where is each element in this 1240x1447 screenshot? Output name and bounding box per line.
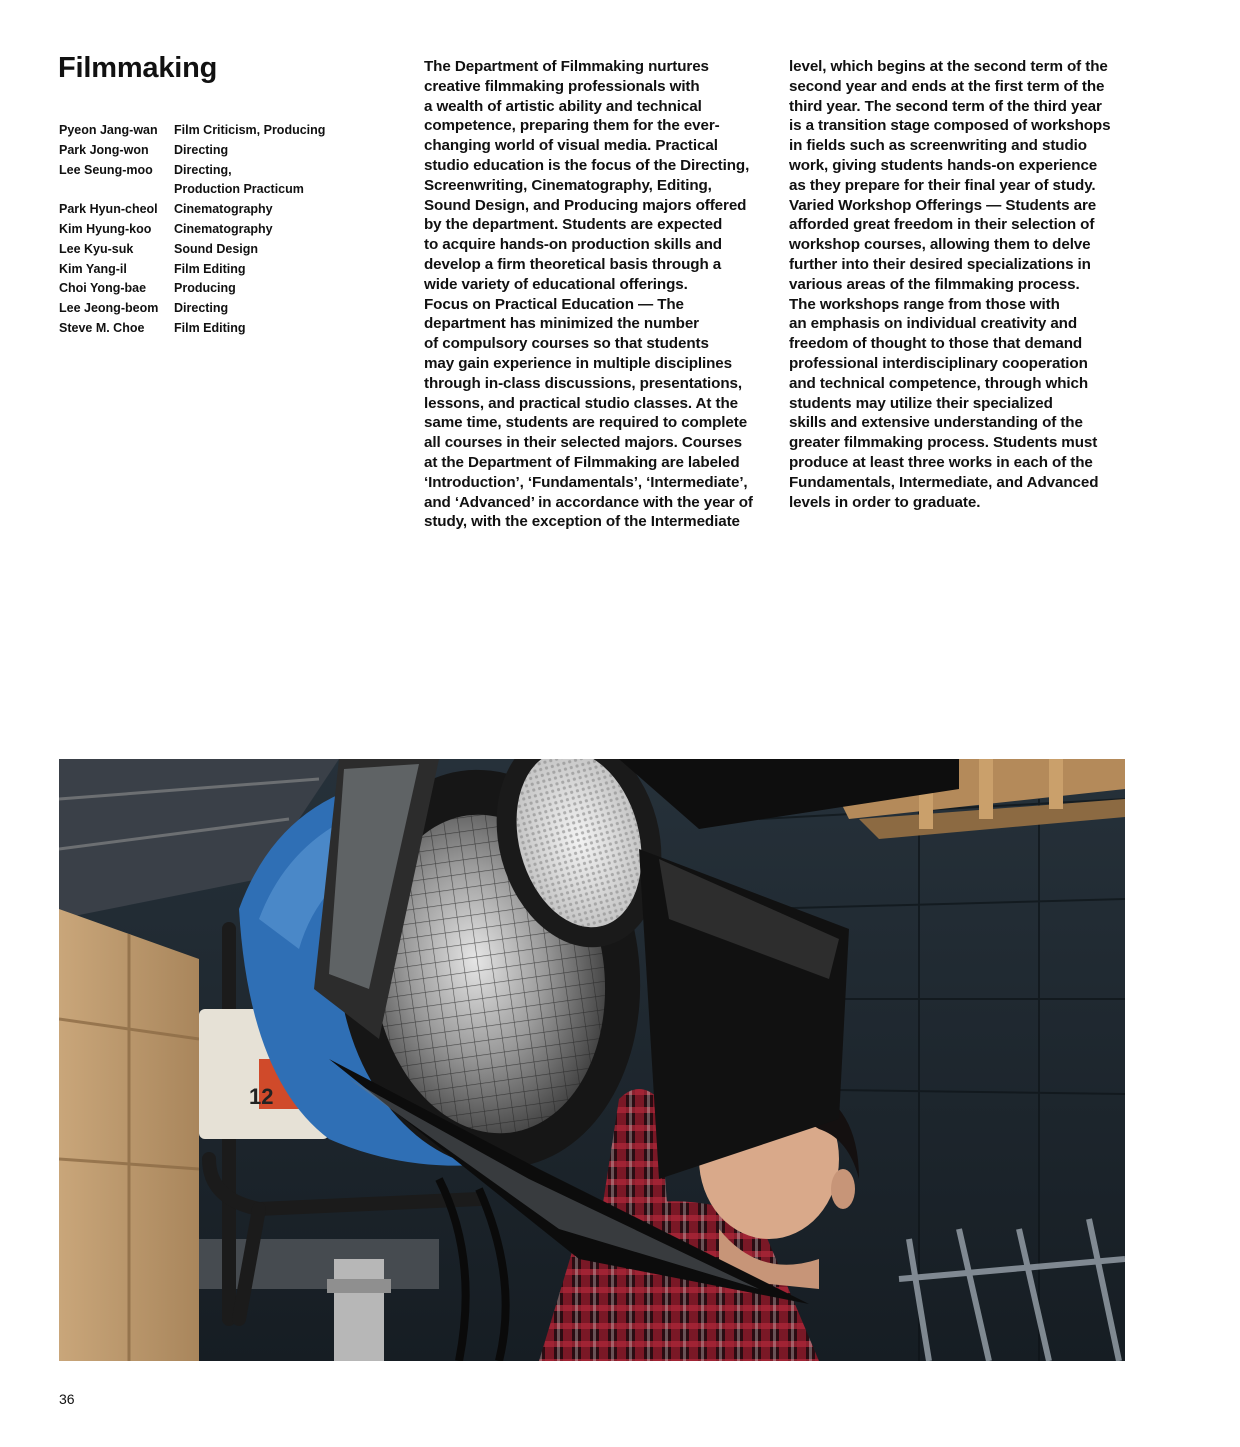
body-text-line: is a transition stage composed of workshops xyxy=(789,117,1111,135)
body-text-line: wide variety of educational offerings. xyxy=(424,275,688,293)
body-text-line: afforded great freedom in their selection of xyxy=(789,216,1095,234)
body-text-line: department has minimized the number xyxy=(424,315,699,333)
faculty-name xyxy=(59,180,174,200)
body-text-line: of compulsory courses so that students xyxy=(424,335,709,353)
body-text-line: studio education is the focus of the Directing, xyxy=(424,156,750,174)
faculty-field: Sound Design xyxy=(174,241,259,256)
body-text-line: creative filmmaking professionals with xyxy=(424,77,700,95)
body-text-line: various areas of the filmmaking process. xyxy=(789,275,1080,293)
faculty-row xyxy=(59,121,325,141)
body-text-line: freedom of thought to those that demand xyxy=(789,335,1083,353)
body-text-line: Sound Design, and Producing majors offered xyxy=(424,196,747,214)
faculty-field: Directing xyxy=(174,301,229,316)
faculty-row xyxy=(59,200,325,220)
faculty-row xyxy=(59,161,325,181)
faculty-field: Production Practicum xyxy=(174,182,304,197)
body-text-line: levels in order to graduate. xyxy=(789,493,981,511)
faculty-row xyxy=(59,180,325,200)
faculty-list xyxy=(59,121,325,339)
body-text-line: all courses in their selected majors. Courses xyxy=(424,434,742,452)
faculty-name: Lee Seung-moo xyxy=(59,162,153,177)
faculty-name: Park Jong-won xyxy=(59,142,149,157)
body-text-line: Screenwriting, Cinematography, Editing, xyxy=(424,176,712,194)
body-text-line: ‘Introduction’, ‘Fundamentals’, ‘Intermediate’, xyxy=(424,473,748,491)
body-text-line: The Department of Filmmaking nurtures xyxy=(424,58,709,75)
faculty-row xyxy=(59,141,325,161)
body-text-line: produce at least three works in each of the xyxy=(789,453,1093,471)
faculty-row xyxy=(59,240,325,260)
faculty-row xyxy=(59,299,325,319)
body-text-line: work, giving students hands-on experience xyxy=(789,156,1098,174)
lamp-label: 12 xyxy=(249,1084,274,1109)
body-text-line: third year. The second term of the third year xyxy=(789,97,1102,115)
faculty-name: Steve M. Choe xyxy=(59,320,145,335)
studio-photo-illustration xyxy=(59,759,1125,1361)
body-text-line: through in-class discussions, presentations, xyxy=(424,374,742,392)
body-text-line: students may utilize their specialized xyxy=(789,394,1053,412)
body-text-line: The workshops range from those with xyxy=(789,295,1060,313)
faculty-row xyxy=(59,319,325,339)
faculty-name: Kim Yang-il xyxy=(59,261,127,276)
faculty-field: Cinematography xyxy=(174,221,273,236)
faculty-name: Park Hyun-cheol xyxy=(59,202,158,217)
faculty-name: Pyeon Jang-wan xyxy=(59,123,158,137)
body-text-column-1 xyxy=(424,57,764,532)
faculty-field: Directing, xyxy=(174,162,232,177)
faculty-field: Cinematography xyxy=(174,202,273,217)
body-text-line: study, with the exception of the Intermediate xyxy=(424,513,740,531)
body-text-line: and ‘Advanced’ in accordance with the year of xyxy=(424,493,753,511)
body-text-line: in fields such as screenwriting and studio xyxy=(789,137,1087,155)
body-text-line: changing world of visual media. Practical xyxy=(424,137,718,155)
faculty-field: Film Criticism, Producing xyxy=(174,123,326,137)
body-text-line: same time, students are required to complete xyxy=(424,414,748,432)
page-number: 36 xyxy=(59,1391,75,1407)
body-text-line: greater filmmaking process. Students must xyxy=(789,434,1098,452)
body-text-line: skills and extensive understanding of the xyxy=(789,414,1083,432)
body-text-line: as they prepare for their final year of study. xyxy=(789,176,1096,194)
faculty-row xyxy=(59,279,325,299)
body-text-line: Varied Workshop Offerings — Students are xyxy=(789,196,1097,214)
body-text-line: further into their desired specializations in xyxy=(789,255,1091,273)
faculty-field: Film Editing xyxy=(174,261,246,276)
body-text-line: level, which begins at the second term of the xyxy=(789,58,1108,75)
body-text-line: lessons, and practical studio classes. At the xyxy=(424,394,738,412)
faculty-name: Choi Yong-bae xyxy=(59,281,147,296)
faculty-field: Producing xyxy=(174,281,236,296)
body-text-line: by the department. Students are expected xyxy=(424,216,723,234)
body-text-line: workshop courses, allowing them to delve xyxy=(789,236,1091,254)
body-text-line: a wealth of artistic ability and technical xyxy=(424,97,702,115)
body-text-line: to acquire hands-on production skills and xyxy=(424,236,722,254)
body-text-line: competence, preparing them for the ever- xyxy=(424,117,720,135)
body-text-line: and technical competence, through which xyxy=(789,374,1089,392)
faculty-name: Kim Hyung-koo xyxy=(59,221,152,236)
faculty-field: Directing xyxy=(174,142,229,157)
body-text-line: professional interdisciplinary cooperation xyxy=(789,354,1088,372)
faculty-row xyxy=(59,260,325,280)
stand-clamp xyxy=(334,1259,384,1361)
body-text-line: develop a firm theoretical basis through a xyxy=(424,255,722,273)
page-title: Filmmaking xyxy=(58,52,218,84)
body-text-line: Focus on Practical Education — The xyxy=(424,295,684,313)
faculty-name: Lee Kyu-suk xyxy=(59,241,134,256)
studio-photo xyxy=(59,759,1125,1361)
body-text-line: may gain experience in multiple disciplines xyxy=(424,354,732,372)
body-text-column-2 xyxy=(789,57,1129,512)
body-text-line: second year and ends at the first term of the xyxy=(789,77,1105,95)
faculty-field: Film Editing xyxy=(174,320,246,335)
faculty-row xyxy=(59,220,325,240)
body-text-line: at the Department of Filmmaking are labeled xyxy=(424,453,740,471)
body-text-line: Fundamentals, Intermediate, and Advanced xyxy=(789,473,1099,491)
body-text-line: an emphasis on individual creativity and xyxy=(789,315,1078,333)
faculty-name: Lee Jeong-beom xyxy=(59,301,159,316)
